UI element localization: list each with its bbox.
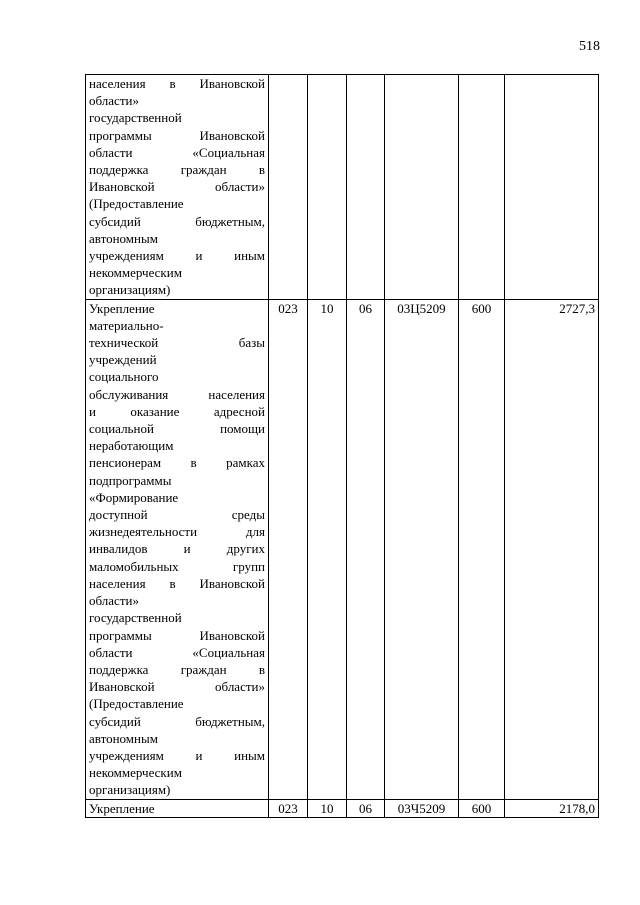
expense-name-line: населения в Ивановской xyxy=(89,575,265,591)
expense-type-cell xyxy=(459,75,505,300)
expense-name-line: учреждениям и иным xyxy=(89,248,265,264)
expense-name-line: поддержка граждан в xyxy=(89,661,265,677)
expense-name-cell xyxy=(86,75,269,300)
expense-name-cell xyxy=(86,799,269,817)
expense-name-line: и оказание адресной xyxy=(89,403,265,419)
target-article-cell xyxy=(385,75,459,300)
expense-name-line: обслуживания населения xyxy=(89,386,265,402)
expense-name-line: области «Социальная xyxy=(89,144,265,160)
expense-name-line: государственной xyxy=(89,610,182,626)
expense-name-line: государственной xyxy=(89,110,182,126)
grbs-code-cell: 023 xyxy=(269,299,308,799)
expense-name-line: технической базы xyxy=(89,335,265,351)
expense-name-line: субсидий бюджетным, xyxy=(89,713,265,729)
table-row xyxy=(86,75,599,300)
expense-name-line: области «Социальная xyxy=(89,644,265,660)
expense-name-line: учреждениям и иным xyxy=(89,747,265,763)
section-code-cell: 10 xyxy=(308,299,347,799)
expense-name-line: программы Ивановской xyxy=(89,127,265,143)
expense-name-line: автономным xyxy=(89,230,158,246)
expense-name-line: некоммерческим xyxy=(89,765,182,781)
expense-name-line: материально- xyxy=(89,317,164,333)
table-row xyxy=(86,799,599,817)
expense-name-line: социального xyxy=(89,369,159,385)
expense-name-cell xyxy=(86,299,269,799)
expense-name-line: субсидий бюджетным, xyxy=(89,213,265,229)
expense-name-line: (Предоставление xyxy=(89,196,184,212)
budget-table xyxy=(85,74,599,818)
section-code-cell: 10 xyxy=(308,799,347,817)
amount-cell: 2727,3 xyxy=(505,299,599,799)
expense-name-line: неработающим xyxy=(89,438,174,454)
grbs-code-cell xyxy=(269,75,308,300)
expense-type-cell: 600 xyxy=(459,799,505,817)
target-article-cell: 03Ч5209 xyxy=(385,799,459,817)
expense-name-line: доступной среды xyxy=(89,507,265,523)
expense-name-line: автономным xyxy=(89,730,158,746)
expense-name-line: области» xyxy=(89,93,139,109)
expense-name-line: Укрепление xyxy=(89,800,155,816)
expense-name-line: маломобильных групп xyxy=(89,558,265,574)
amount-cell xyxy=(505,75,599,300)
expense-name-line: Укрепление xyxy=(89,300,155,316)
expense-name-line: Ивановской области» xyxy=(89,179,265,195)
expense-name-line: социальной помощи xyxy=(89,421,265,437)
expense-name-line: подпрограммы xyxy=(89,472,172,488)
expense-name-line: инвалидов и других xyxy=(89,541,265,557)
page-number: 518 xyxy=(579,39,600,54)
expense-name-line: (Предоставление xyxy=(89,696,184,712)
expense-name-line: населения в Ивановской xyxy=(89,76,265,91)
subsection-code-cell xyxy=(347,75,385,300)
expense-name-line: области» xyxy=(89,593,139,609)
expense-name-line: учреждений xyxy=(89,352,157,368)
expense-name-line: программы Ивановской xyxy=(89,627,265,643)
expense-name-line: поддержка граждан в xyxy=(89,162,265,178)
expense-name-line: «Формирование xyxy=(89,489,179,505)
expense-name-line: жизнедеятельности для xyxy=(89,524,265,540)
expense-name-line: Ивановской области» xyxy=(89,679,265,695)
expense-name-line: некоммерческим xyxy=(89,265,182,281)
table-row xyxy=(86,299,599,799)
expense-name-line: организациям) xyxy=(89,282,171,298)
grbs-code-cell: 023 xyxy=(269,799,308,817)
subsection-code-cell: 06 xyxy=(347,799,385,817)
expense-type-cell: 600 xyxy=(459,299,505,799)
expense-name-line: пенсионерам в рамках xyxy=(89,455,265,471)
section-code-cell xyxy=(308,75,347,300)
amount-cell: 2178,0 xyxy=(505,799,599,817)
expense-name-line: организациям) xyxy=(89,782,171,798)
target-article-cell: 03Ц5209 xyxy=(385,299,459,799)
subsection-code-cell: 06 xyxy=(347,299,385,799)
